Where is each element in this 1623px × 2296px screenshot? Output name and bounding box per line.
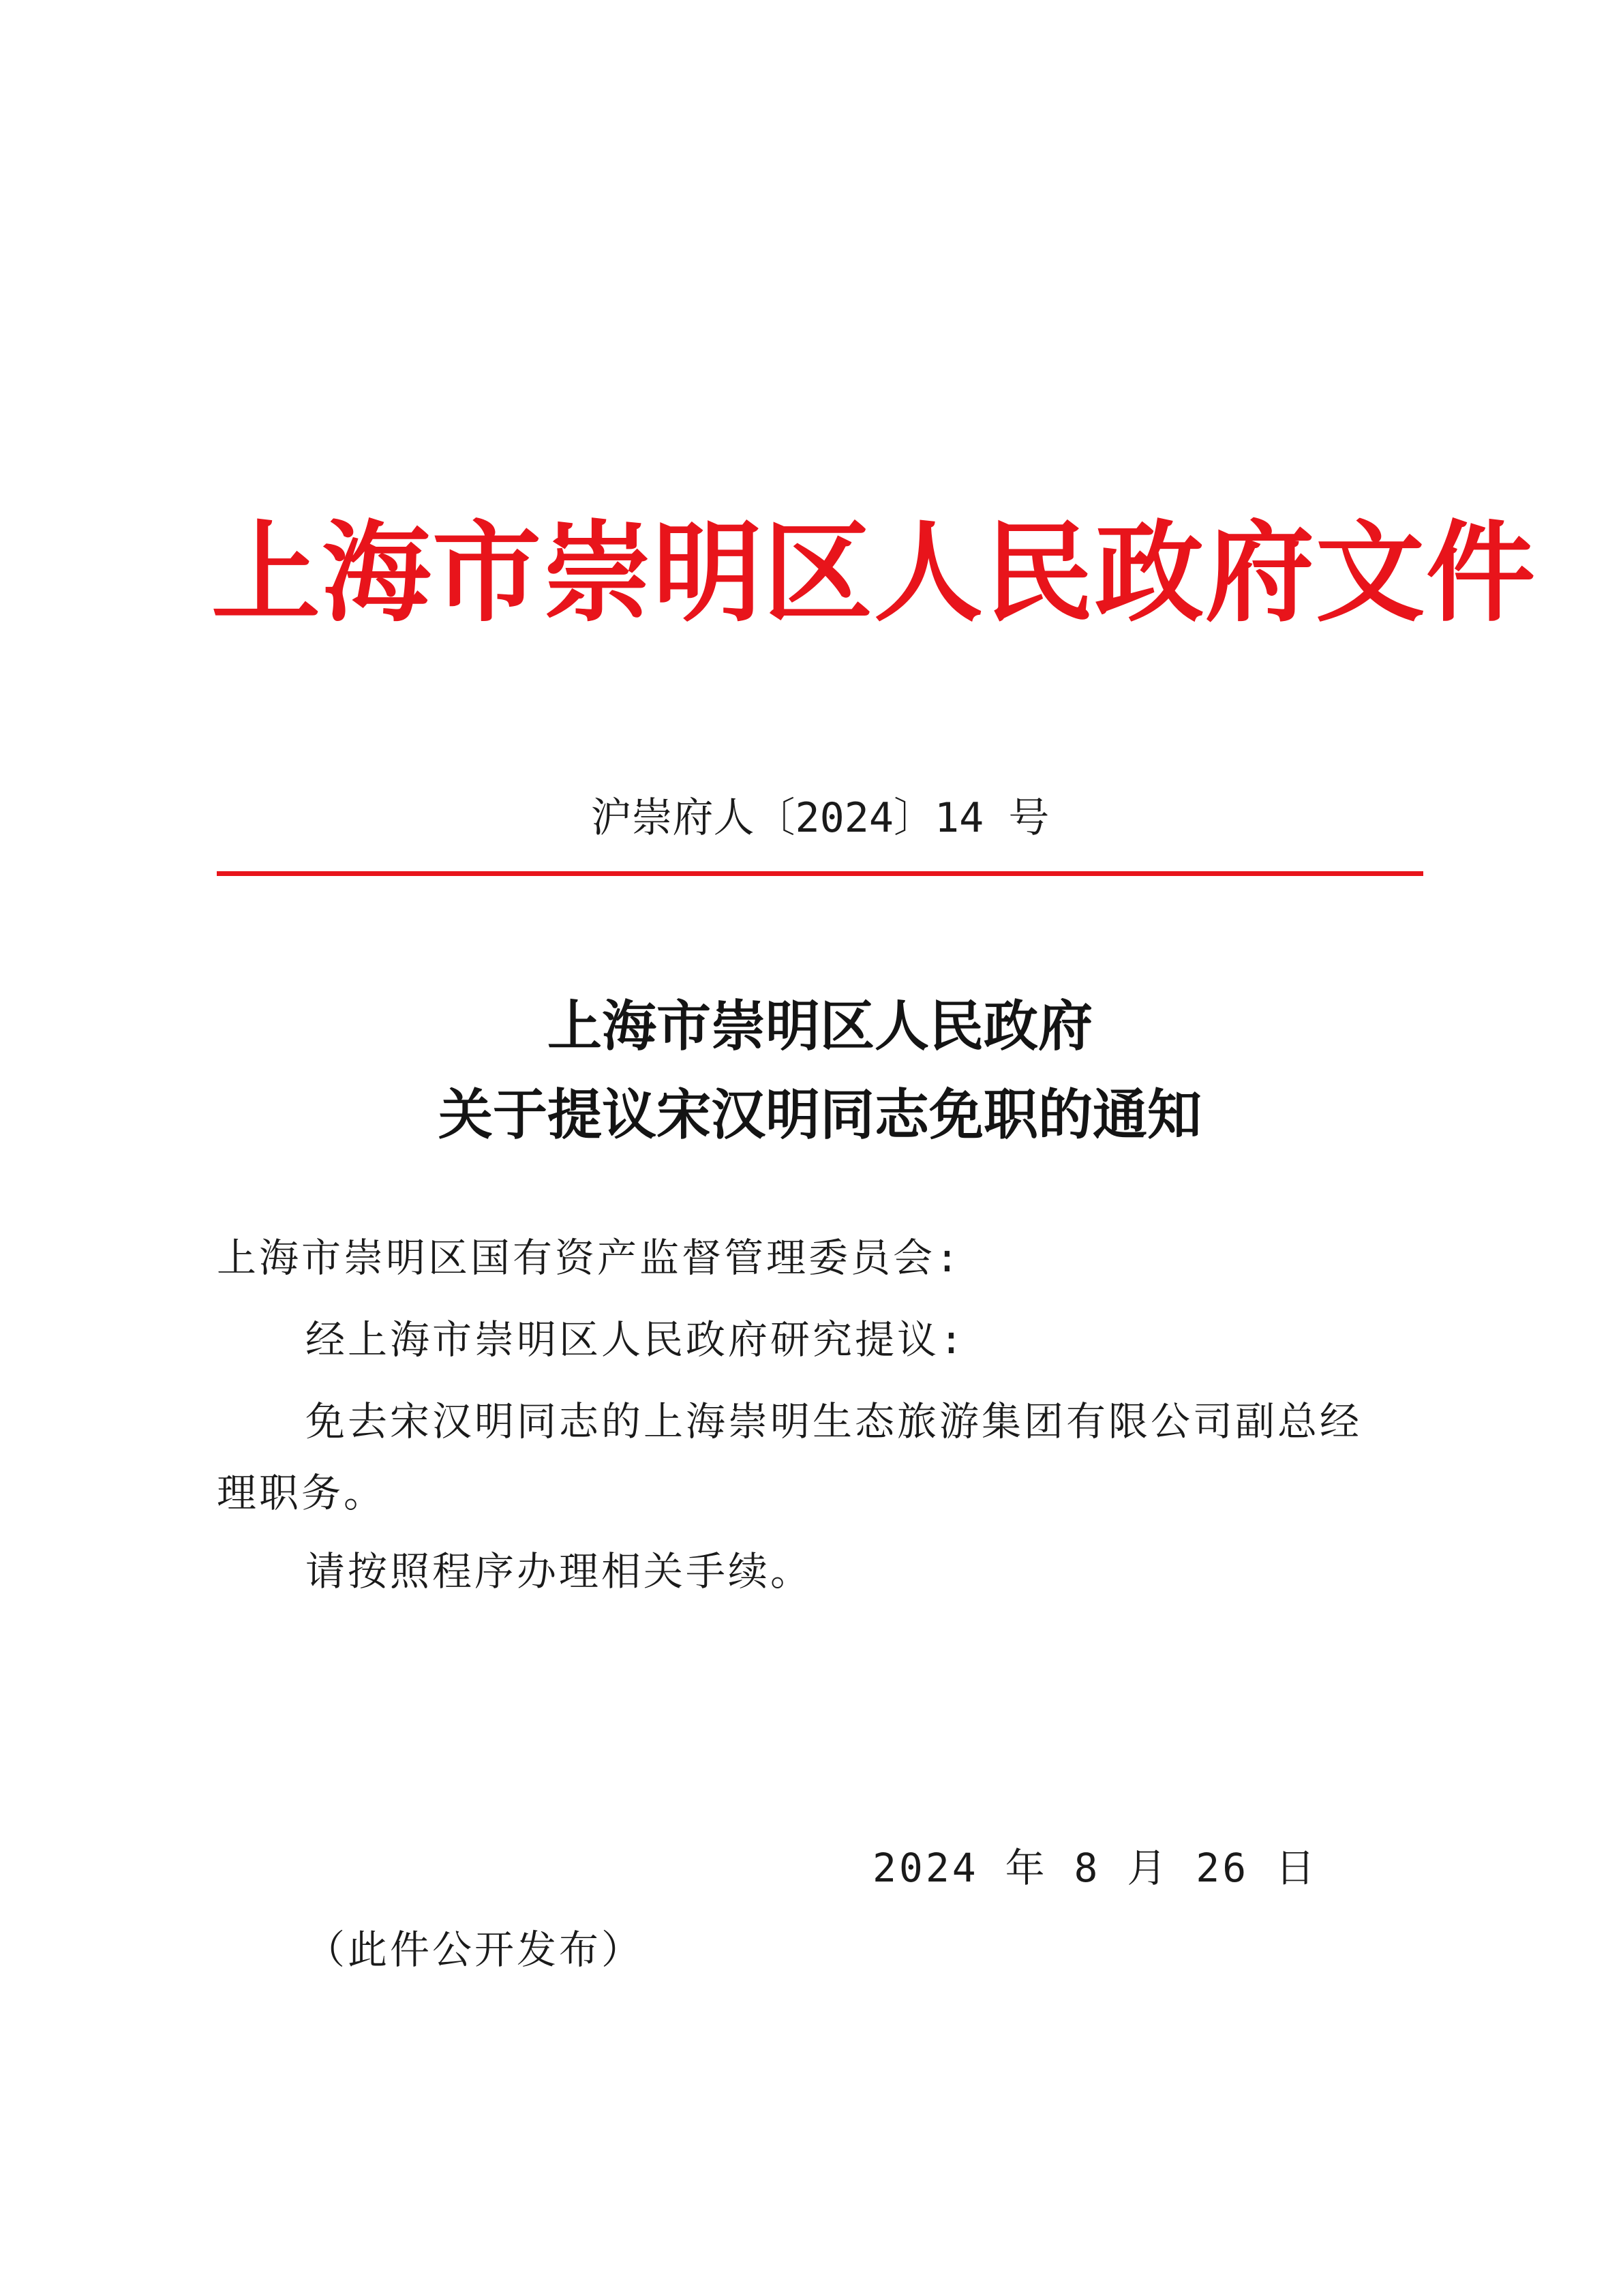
- notice-title-line-1: 上海市崇明区人民政府: [547, 994, 1093, 1058]
- document-number: 沪崇府人〔2024〕14 号: [590, 794, 1050, 842]
- publication-note: （此件公开发布）: [305, 1927, 644, 1973]
- body-paragraph-1: 经上海市崇明区人民政府研究提议:: [305, 1316, 966, 1363]
- issue-date: 2024 年 8 月 26 日: [873, 1845, 1318, 1891]
- addressee: 上海市崇明区国有资产监督管理委员会:: [217, 1235, 962, 1281]
- notice-title: [217, 982, 1423, 1159]
- masthead-title: 上海市崇明区人民政府文件: [211, 509, 1537, 637]
- body-paragraph-3: 请按照程序办理相关手续。: [305, 1548, 813, 1595]
- notice-title-line-2: 关于提议宋汉明同志免职的通知: [438, 1083, 1202, 1147]
- red-divider-line: [217, 871, 1423, 876]
- body-paragraph-2-line-1: 免去宋汉明同志的上海崇明生态旅游集团有限公司副总经: [305, 1398, 1363, 1445]
- body-paragraph-2-line-2: 理职务。: [217, 1470, 386, 1516]
